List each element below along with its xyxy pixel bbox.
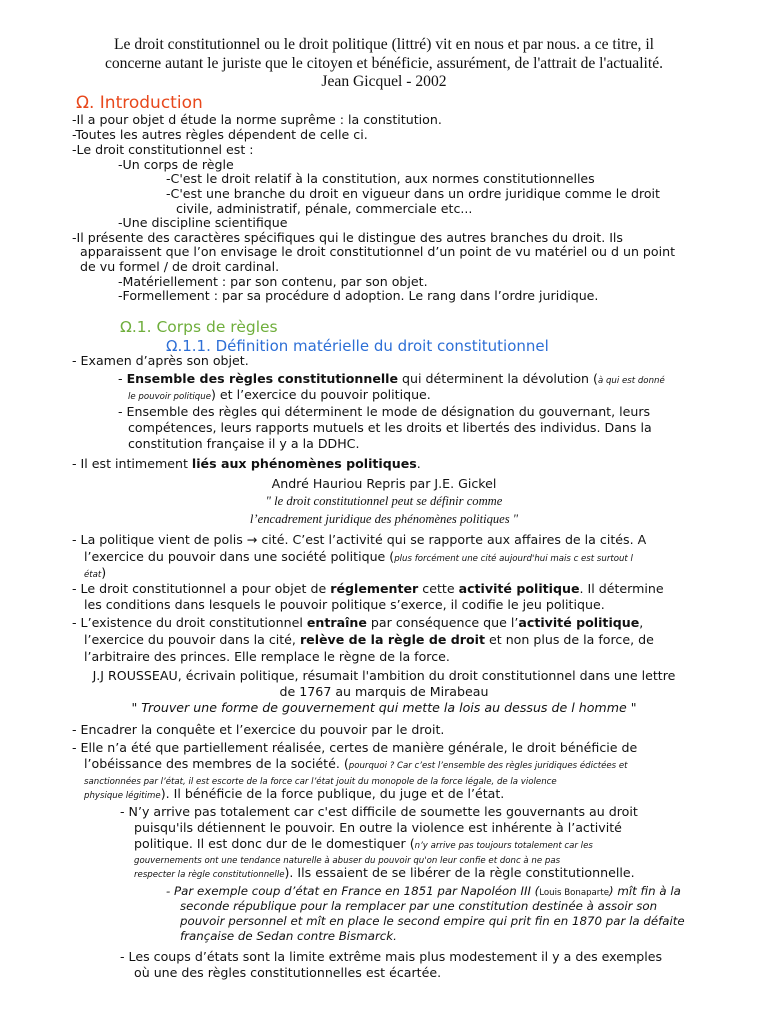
text-line: -Toutes les autres règles dépendent de celle ci. [72, 127, 368, 142]
text-span: l’exercice du pouvoir dans la cité, [84, 632, 300, 647]
text-line: seconde république pour la remplacer par une constitution destinée à assoir son [180, 899, 658, 913]
small-note: plus forcément une cité aujourd'hui mais c est surtout l [394, 554, 633, 564]
text-span: - L’existence du droit constitutionnel [72, 615, 307, 630]
text-line: -Un corps de règle [118, 157, 234, 172]
text-line: - Ensemble des règles qui déterminent le mode de désignation du gouvernant, leurs [118, 404, 651, 419]
epigraph [70, 36, 698, 92]
small-note: physique légitime [84, 791, 161, 801]
heading-corps-de-regles: Ω.1. Corps de règles [120, 318, 278, 336]
text-line: les conditions dans lesquels le pouvoir politique s’exerce, il codifie le jeu politique. [84, 597, 605, 612]
text-span: ). Il bénéficie de la force publique, du juge et de l’état. [160, 786, 505, 801]
text-line: de vu formel / de droit cardinal. [80, 259, 280, 274]
text-line: l’arbitraire des princes. Elle remplace le règne de la force. [84, 649, 450, 664]
heading-definition-materielle: Ω.1.1. Définition matérielle du droit constitutionnel [166, 337, 549, 355]
text-span: , [639, 615, 644, 630]
text-line [72, 582, 664, 597]
text-span: ) et l’exercice du pouvoir politique. [211, 387, 431, 402]
text-line: - La politique vient de polis → cité. C’est l’activité qui se rapporte aux affaires de la cités. A [72, 532, 647, 547]
text-line [84, 787, 504, 804]
text-line: -Il a pour objet d étude la norme suprême : la constitution. [72, 112, 442, 127]
text-line: - Encadrer la conquête et l’exercice du pouvoir par le droit. [72, 722, 445, 737]
text-span: - [118, 371, 127, 386]
quote-line: de 1767 au marquis de Mirabeau [279, 684, 489, 699]
text-span: ) [101, 565, 107, 580]
text-line: - Les coups d’états sont la limite extrême mais plus modestement il y a des exemples [120, 949, 663, 964]
epigraph-author: Jean Gicquel - 2002 [321, 73, 447, 90]
text-span: l’exercice du pouvoir dans une société politique ( [84, 549, 395, 564]
bold-text: relève de la règle de droit [299, 632, 485, 647]
text-line: - N’y arrive pas totalement car c'est difficile de soumette les gouvernants au droit [120, 804, 638, 819]
quote-line: " le droit constitutionnel peut se définir comme [265, 494, 503, 508]
text-span: - Il est intimement [72, 456, 192, 471]
text-line: française de Sedan contre Bismarck. [180, 929, 397, 943]
text-line: - Examen d’après son objet. [72, 353, 249, 368]
text-span: qui déterminent la dévolution ( [398, 371, 598, 386]
quote-author: André Hauriou Repris par J.E. Gickel [271, 476, 497, 491]
text-line: -C'est le droit relatif à la constitution, aux normes constitutionnelles [166, 171, 595, 186]
text-line: compétences, leurs rapports mutuels et les droits et libertés des individus. Dans la [128, 420, 652, 435]
text-span: - Le droit constitutionnel a pour objet de [72, 581, 331, 596]
text-span: . Il détermine [579, 581, 664, 596]
text-line: constitution française il y a la DDHC. [128, 436, 360, 451]
text-span: et non plus de la force, de [485, 632, 654, 647]
epigraph-line: concerne autant le juriste que le citoyen et bénéficie, assurément, de l'attrait de l'actualité. [104, 54, 664, 72]
quote-line: l’encadrement juridique des phénomènes politiques " [249, 512, 519, 526]
text-line [128, 388, 431, 405]
text-line: - Elle n’a été que partiellement réalisée, certes de manière générale, le droit bénéficie de [72, 740, 638, 755]
bold-text: activité politique [518, 615, 640, 630]
text-span: ) mît fin à la [609, 884, 681, 898]
text-line: puisqu'ils détiennent le pouvoir. En outre la violence est inhérente à l’activité [134, 820, 622, 835]
text-span: - Par exemple coup d’état en France en 1851 par Napoléon III ( [166, 884, 540, 898]
bold-text: liés aux phénomènes politiques [191, 456, 417, 471]
bold-text: entraîne [306, 615, 367, 630]
small-note: n’y arrive pas toujours totalement car les [414, 841, 593, 851]
text-line: civile, administratif, pénale, commerciale etc... [176, 201, 473, 216]
text-line [84, 550, 633, 567]
text-span: politique. Il est donc dur de le domestiquer ( [134, 836, 415, 851]
text-span: . [416, 456, 421, 471]
small-note: gouvernements ont une tendance naturelle à abuser du pouvoir qu'on leur confie et donc à ne pas [134, 856, 561, 866]
text-span: ). Ils essaient de se libérer de la règle constitutionnelle. [284, 865, 635, 880]
bold-text: réglementer [330, 581, 419, 596]
text-span: cette [418, 581, 459, 596]
bold-text: activité politique [458, 581, 580, 596]
text-line: pouvoir personnel et mît en place le second empire qui prit fin en 1870 par la défaite [180, 914, 685, 928]
text-line: -Formellement : par sa procédure d adoption. Le rang dans l’ordre juridique. [118, 288, 599, 303]
text-span: l’obéissance des membres de la société. ( [84, 756, 349, 771]
small-note: respecter la règle constitutionnelle [134, 870, 285, 880]
text-line: -Le droit constitutionnel est : [72, 142, 254, 157]
text-line: -Matériellement : par son contenu, par son objet. [118, 274, 428, 289]
small-note: sanctionnées par l’état, il est escorte de la force car l’état jouit du monopole de la force légale, de la violence [84, 777, 557, 787]
bold-text: Ensemble des règles constitutionnelle [126, 371, 399, 386]
text-line: apparaissent que l’on envisage le droit constitutionnel d’un point de vu matériel ou d un point [80, 244, 676, 259]
small-note: pourquoi ? Car c’est l’ensemble des règles juridiques édictées et [348, 761, 628, 771]
quote-line: " Trouver une forme de gouvernement qui mette la lois au dessus de l homme " [131, 700, 637, 715]
text-span: par conséquence que l’ [366, 615, 519, 630]
text-line: où une des règles constitutionnelles est écartée. [134, 965, 442, 980]
text-line [72, 616, 643, 631]
small-note: à qui est donné [597, 376, 665, 386]
text-line [72, 457, 421, 472]
epigraph-line: Le droit constitutionnel ou le droit politique (littré) vit en nous et par nous. a ce titre, il [113, 36, 655, 53]
quote-line: J.J ROUSSEAU, écrivain politique, résumait l'ambition du droit constitutionnel dans une lettre [92, 668, 676, 683]
text-line: -Il présente des caractères spécifiques qui le distingue des autres branches du droit. Ils [72, 230, 623, 245]
small-note: état [84, 570, 102, 580]
text-line [134, 866, 635, 883]
text-line [84, 633, 654, 648]
small-note: le pouvoir politique [128, 392, 211, 402]
text-line [84, 757, 628, 774]
heading-introduction: Ω. Introduction [76, 93, 203, 113]
text-line: -Une discipline scientifique [118, 215, 288, 230]
small-note: Louis Bonaparte [539, 888, 609, 898]
text-line: -C'est une branche du droit en vigueur dans un ordre juridique comme le droit [166, 186, 660, 201]
